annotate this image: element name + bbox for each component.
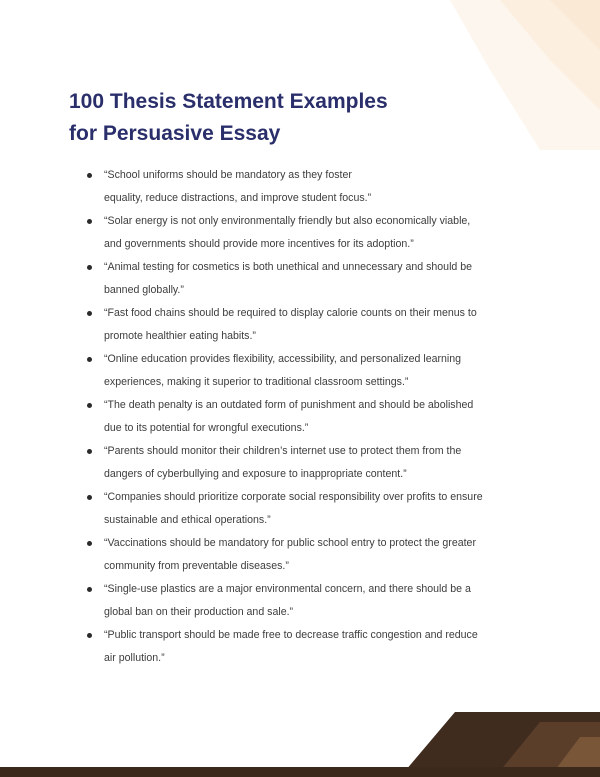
list-item-line: global ban on their production and sale.” — [104, 606, 294, 618]
list-item-line: experiences, making it superior to traditional classroom settings.” — [104, 376, 409, 388]
list-item-line: “Single-use plastics are a major environmental concern, and there should be a — [104, 583, 471, 595]
list-item-line: “Solar energy is not only environmentally friendly but also economically viable, — [104, 215, 471, 227]
list-item — [84, 486, 544, 532]
list-item-line: “Parents should monitor their children’s internet use to protect them from the — [104, 445, 462, 457]
list-item-line: “The death penalty is an outdated form of punishment and should be abolished — [104, 399, 474, 411]
list-item-line: promote healthier eating habits.” — [104, 330, 256, 342]
list-item-line: “Public transport should be made free to decrease traffic congestion and reduce — [104, 629, 478, 641]
list-item-line: community from preventable diseases.” — [104, 560, 289, 572]
list-item-line: “Vaccinations should be mandatory for public school entry to protect the greater — [104, 537, 476, 549]
list-item-line: and governments should provide more incentives for its adoption.” — [104, 238, 414, 250]
list-item — [84, 302, 544, 348]
list-item-line: due to its potential for wrongful executions.” — [104, 422, 309, 434]
list-item-line: “Fast food chains should be required to display calorie counts on their menus to — [104, 307, 477, 319]
list-item — [84, 440, 544, 486]
bottom-border-strip — [0, 767, 600, 777]
title-line-1: 100 Thesis Statement Examples — [69, 90, 388, 113]
list-item-line: “Companies should prioritize corporate social responsibility over profits to ensure — [104, 491, 483, 503]
thesis-statement-list — [84, 164, 544, 670]
list-item — [84, 256, 544, 302]
list-item-line: “Online education provides flexibility, accessibility, and personalized learning — [104, 353, 462, 365]
list-item — [84, 348, 544, 394]
list-item — [84, 210, 544, 256]
list-item-line: air pollution.” — [104, 652, 165, 664]
corner-decoration-bottom — [400, 687, 600, 777]
list-item — [84, 532, 544, 578]
page-title — [69, 86, 489, 150]
list-item-line: banned globally.” — [104, 284, 184, 296]
list-item-line: dangers of cyberbullying and exposure to inappropriate content.” — [104, 468, 407, 480]
list-item-line: sustainable and ethical operations.” — [104, 514, 271, 526]
list-item-line: “Animal testing for cosmetics is both unethical and unnecessary and should be — [104, 261, 473, 273]
list-item — [84, 164, 544, 210]
list-item — [84, 578, 544, 624]
list-item — [84, 394, 544, 440]
list-item-line: equality, reduce distractions, and improve student focus.” — [104, 192, 372, 204]
list-item-line: “School uniforms should be mandatory as they foster — [104, 169, 352, 181]
title-line-2: for Persuasive Essay — [69, 122, 281, 145]
list-item — [84, 624, 544, 670]
